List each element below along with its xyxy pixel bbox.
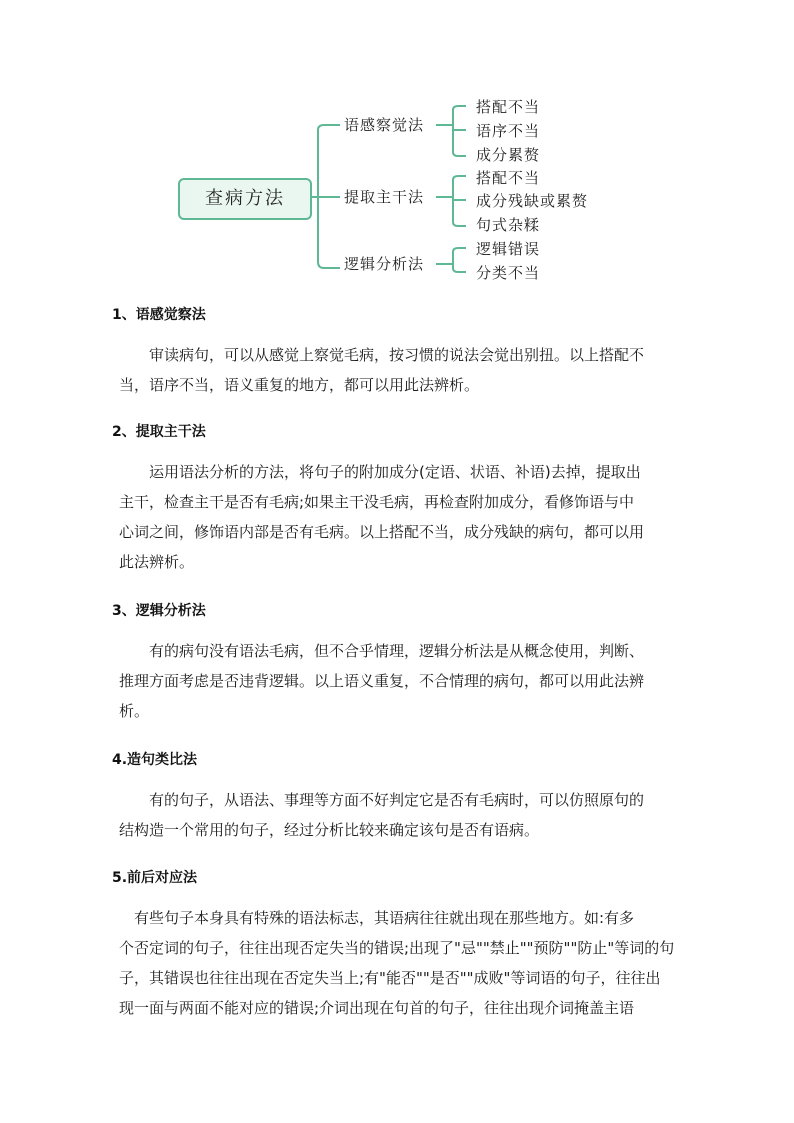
paragraph-line: 子，其错误也往往出现在否定失当上;有"能否""是否""成败"等词语的句子，往往出: [119, 969, 661, 987]
mindmap-branch-1: 语感察觉法: [344, 116, 425, 134]
mindmap-leaf: 逻辑错误: [476, 240, 541, 258]
paragraph-line: 运用语法分析的方法，将句子的附加成分(定语、状语、补语)去掉，提取出: [119, 463, 641, 481]
paragraph-line: 审读病句，可以从感觉上察觉毛病，按习惯的说法会觉出别扭。以上搭配不: [119, 346, 645, 364]
section-paragraph: [119, 785, 679, 845]
mindmap-branch-3: 逻辑分析法: [344, 255, 425, 273]
paragraph-line: 心词之间，修饰语内部是否有毛病。以上搭配不当，成分残缺的病句，都可以用: [119, 523, 645, 541]
paragraph-line: 推理方面考虑是否违背逻辑。以上语义重复，不合情理的病句，都可以用此法辨: [119, 672, 645, 690]
section-paragraph: [119, 636, 679, 726]
paragraph-line: 个否定词的句子，往往出现否定失当的错误;出现了"忌""禁止""预防""防止"等词的句: [119, 939, 675, 957]
paragraph-line: 有的句子，从语法、事理等方面不好判定它是否有毛病时，可以仿照原句的: [119, 791, 645, 809]
paragraph-line: 有的病句没有语法毛病，但不合乎情理，逻辑分析法是从概念使用，判断、: [119, 642, 645, 660]
mindmap-branch-2: 提取主干法: [344, 188, 425, 206]
section-heading: 2、提取主干法: [112, 424, 206, 440]
mindmap-leaf: 成分累赘: [476, 146, 541, 164]
paragraph-line: 析。: [119, 702, 150, 720]
paragraph-line: 有些句子本身具有特殊的语法标志，其语病往往就出现在那些地方。如:有多: [119, 909, 635, 927]
paragraph-line: 结构造一个常用的句子，经过分析比较来确定该句是否有语病。: [119, 821, 540, 839]
mindmap-leaf: 句式杂糅: [476, 216, 541, 234]
paragraph-line: 现一面与两面不能对应的错误;介词出现在句首的句子，往往出现介词掩盖主语: [119, 999, 635, 1017]
section-paragraph: [119, 903, 679, 1023]
mindmap-leaf: 分类不当: [476, 264, 541, 282]
mindmap-leaf: 成分残缺或累赘: [476, 192, 589, 210]
paragraph-line: 此法辨析。: [119, 553, 195, 571]
section-heading: 3、逻辑分析法: [112, 603, 206, 619]
mindmap-leaf: 搭配不当: [476, 169, 541, 187]
mindmap-diagram: [168, 92, 618, 292]
mindmap-leaf: 语序不当: [476, 122, 541, 140]
paragraph-line: 主干，检查主干是否有毛病;如果主干没毛病，再检查附加成分，看修饰语与中: [119, 493, 635, 511]
mindmap-root-node: [178, 178, 312, 220]
section-heading: 1、语感觉察法: [112, 307, 206, 323]
section-paragraph: [119, 457, 679, 577]
mindmap-root-label: 查病方法: [205, 188, 285, 209]
section-paragraph: [119, 340, 679, 400]
section-heading: 5.前后对应法: [112, 870, 198, 886]
section-heading: 4.造句类比法: [112, 752, 198, 768]
paragraph-line: 当，语序不当，语义重复的地方，都可以用此法辨析。: [119, 376, 480, 394]
mindmap-leaf: 搭配不当: [476, 98, 541, 116]
